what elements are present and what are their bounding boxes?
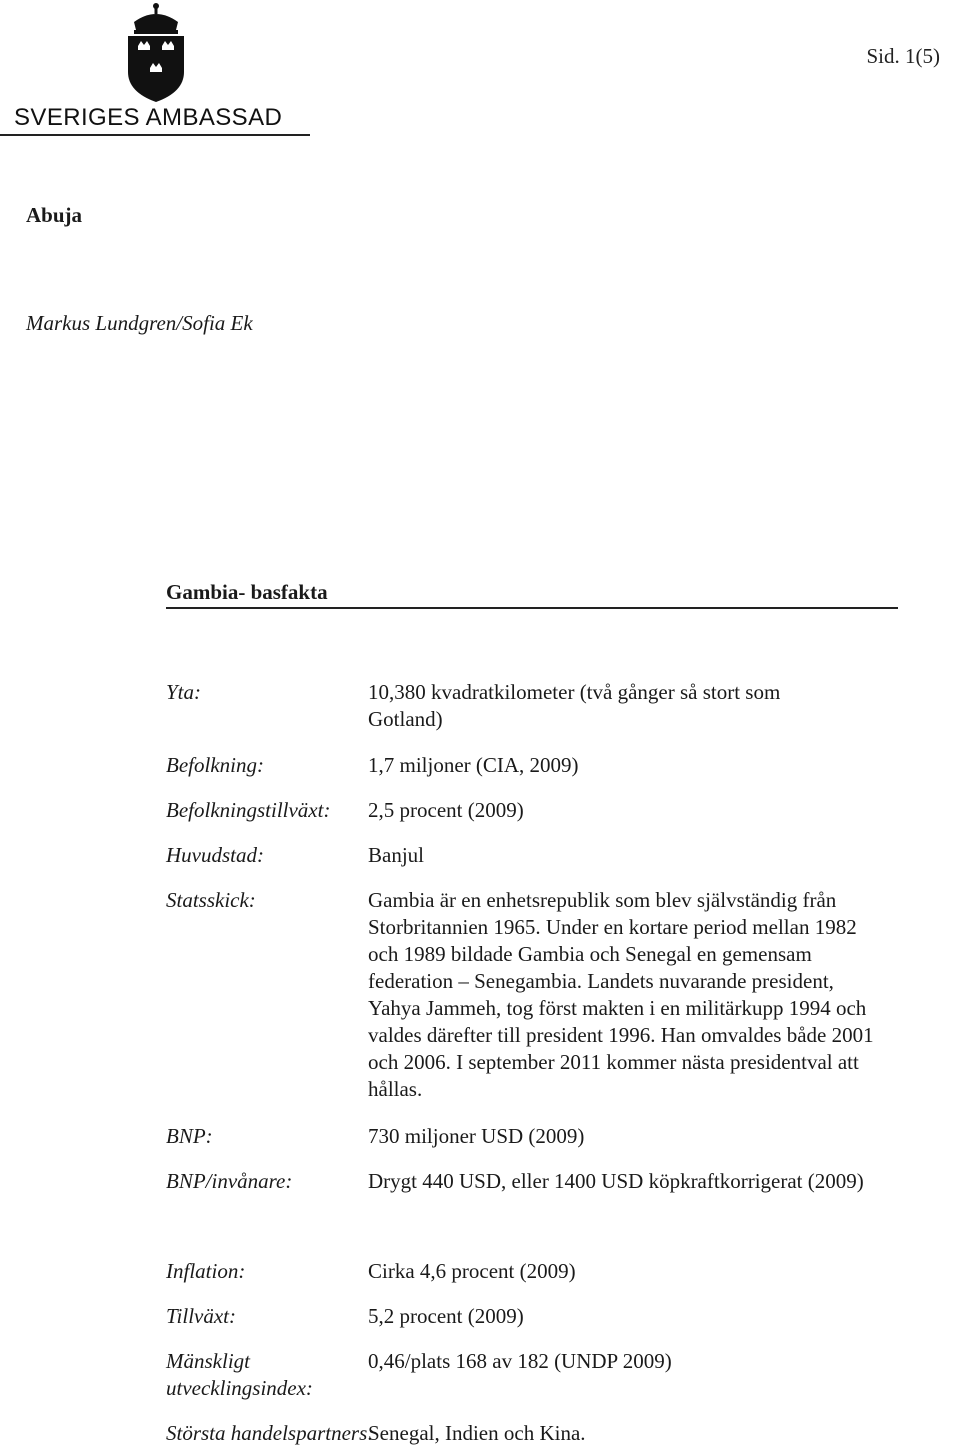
fact-value-capital: Banjul (368, 843, 424, 867)
section-rule (166, 607, 898, 609)
fact-label-population-growth: Befolkningstillväxt: (166, 798, 331, 822)
fact-label-gdp: BNP: (166, 1124, 213, 1148)
fact-label-trade-partners: Största handelspartners: (166, 1421, 375, 1445)
fact-value-gdp: 730 miljoner USD (2009) (368, 1124, 585, 1148)
fact-label-government: Statsskick: (166, 888, 256, 912)
fact-label-capital: Huvudstad: (166, 843, 264, 867)
office-name: Abuja (26, 203, 83, 227)
fact-value-population: 1,7 miljoner (CIA, 2009) (368, 753, 579, 777)
authors: Markus Lundgren/Sofia Ek (26, 311, 253, 335)
fact-label-gdp-per-capita: BNP/invånare: (166, 1169, 293, 1193)
fact-value-growth: 5,2 procent (2009) (368, 1304, 524, 1328)
fact-value-population-growth: 2,5 procent (2009) (368, 798, 524, 822)
fact-value-hdi: 0,46/plats 168 av 182 (UNDP 2009) (368, 1349, 672, 1373)
header-rule (0, 134, 310, 136)
fact-value-gdp-per-capita: Drygt 440 USD, eller 1400 USD köpkraftkorrigerat (2009) (368, 1169, 864, 1193)
fact-label-inflation: Inflation: (166, 1259, 246, 1283)
fact-label-hdi: Mänskligt utvecklingsindex: (166, 1349, 313, 1400)
section-title: Gambia- basfakta (166, 580, 328, 604)
fact-label-area: Yta: (166, 680, 202, 704)
page-number: Sid. 1(5) (866, 44, 940, 68)
swedish-crest-icon (0, 0, 320, 104)
fact-label-growth: Tillväxt: (166, 1304, 236, 1328)
fact-value-area: 10,380 kvadratkilometer (två gånger så stort som Gotland) (368, 680, 781, 731)
fact-value-inflation: Cirka 4,6 procent (2009) (368, 1259, 576, 1283)
fact-value-government: Gambia är en enhetsrepublik som blev självständig från Storbritannien 1965. Under en kortare period mellan 1982 och 1989 bildade Gambia och Senegal en gemensam federation – Senegambia. Landets nuvarande president, Yahya Jammeh, tog först makten i en militärkupp 1994 och valdes därefter till president 1996. Han omvaldes både 2001 och 2006. I september 2011 kommer nästa presidentval att hållas. (368, 888, 874, 1101)
fact-value-trade-partners: Senegal, Indien och Kina. (368, 1421, 586, 1445)
fact-label-population: Befolkning: (166, 753, 264, 777)
logo-text: SVERIGES AMBASSAD (14, 104, 283, 131)
embassy-logo (0, 0, 320, 140)
